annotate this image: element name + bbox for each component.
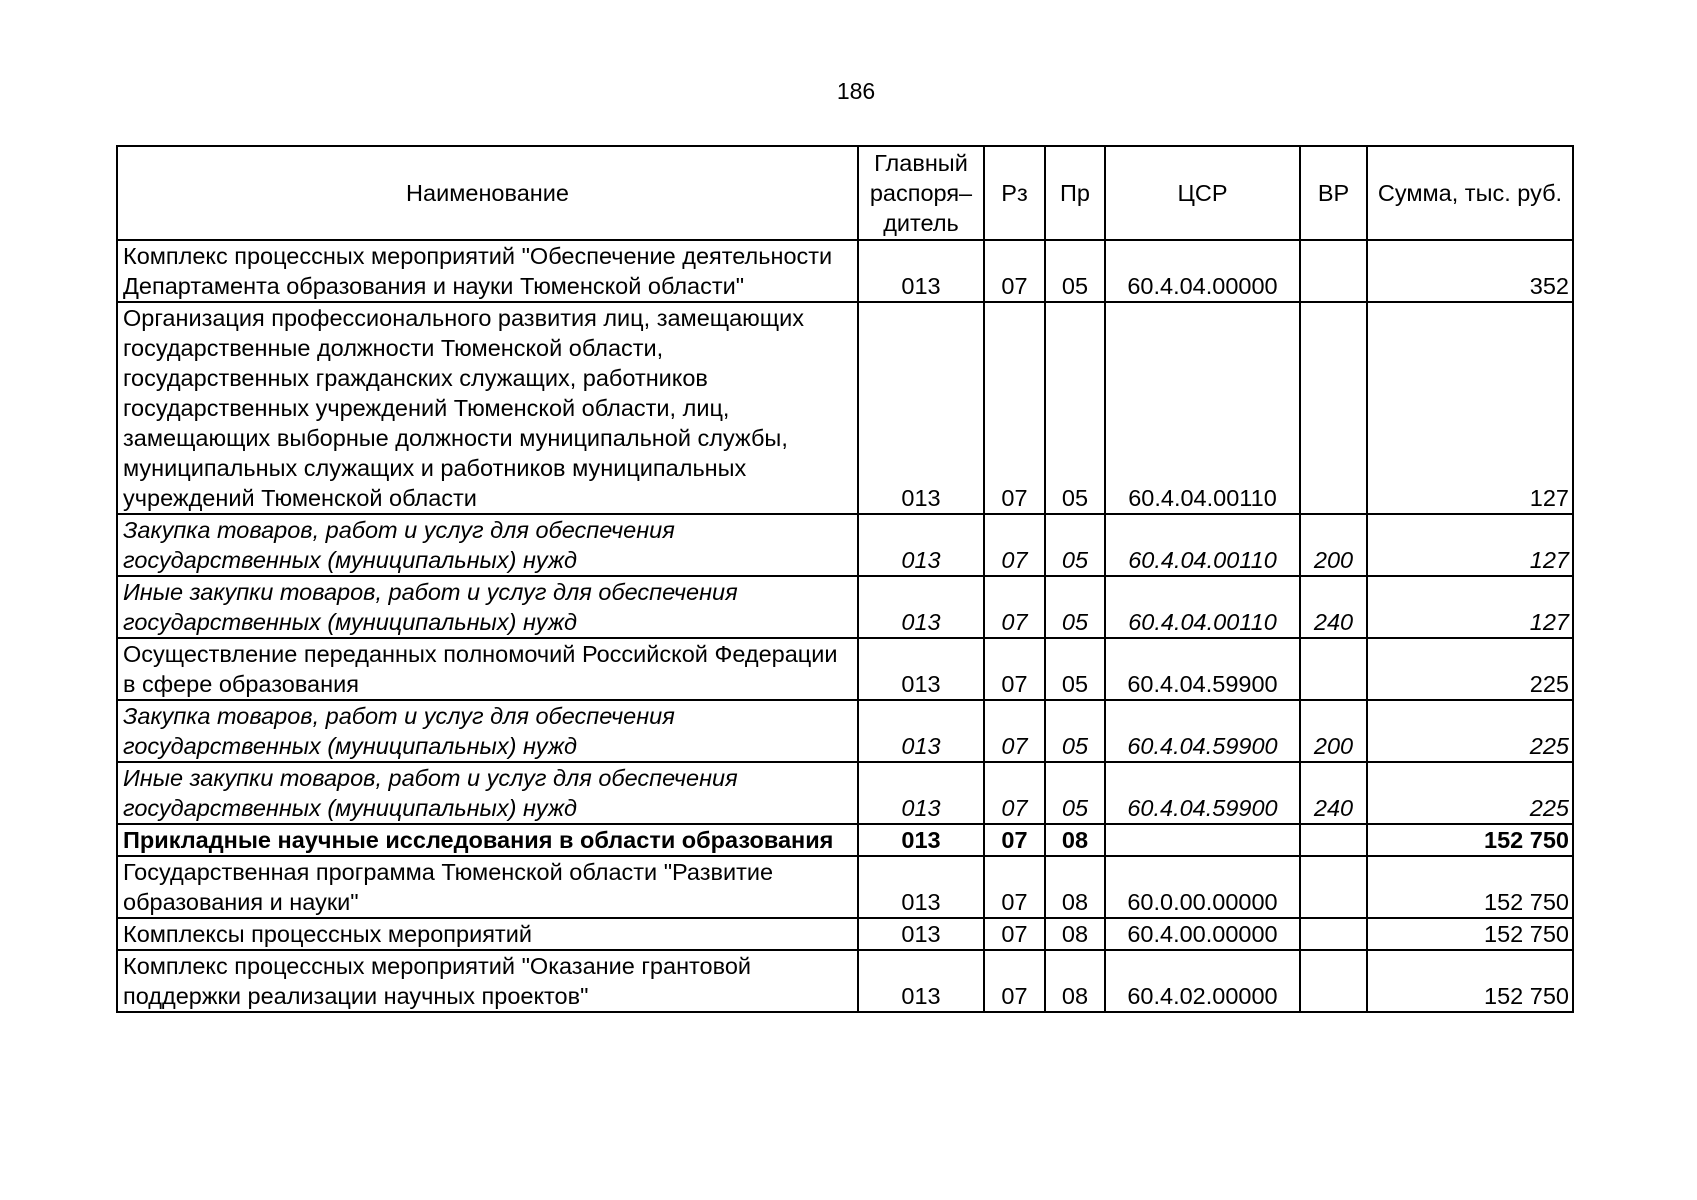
header-name: Наименование	[117, 146, 858, 240]
table-row	[117, 918, 1573, 950]
cell-amount: 127	[1367, 576, 1573, 638]
cell-name: Государственная программа Тюменской области "Развитие образования и науки"	[117, 856, 858, 918]
cell-expense-type	[1300, 950, 1367, 1012]
cell-chief-administrator: 013	[858, 240, 984, 302]
cell-section: 07	[984, 918, 1045, 950]
cell-section: 07	[984, 302, 1045, 514]
cell-target-article: 60.4.04.59900	[1105, 638, 1300, 700]
cell-chief-administrator: 013	[858, 576, 984, 638]
cell-name: Организация профессионального развития лиц, замещающих государственные должности Тюменской области, государственных гражданских служащих, работников государственных учреждений Тюменской области, лиц, замещающих выборные должности муниципальной службы, муниципальных служащих и работников муниципальных учреждений Тюменской области	[117, 302, 858, 514]
cell-amount: 225	[1367, 638, 1573, 700]
cell-amount: 152 750	[1367, 824, 1573, 856]
cell-target-article: 60.0.00.00000	[1105, 856, 1300, 918]
page-number: 186	[836, 78, 876, 104]
cell-target-article: 60.4.04.00110	[1105, 514, 1300, 576]
cell-expense-type: 200	[1300, 700, 1367, 762]
header-subsection: Пр	[1045, 146, 1105, 240]
cell-section: 07	[984, 762, 1045, 824]
cell-chief-administrator: 013	[858, 302, 984, 514]
cell-name: Иные закупки товаров, работ и услуг для обеспечения государственных (муниципальных) нужд	[117, 576, 858, 638]
cell-target-article: 60.4.02.00000	[1105, 950, 1300, 1012]
cell-name: Осуществление переданных полномочий Российской Федерации в сфере образования	[117, 638, 858, 700]
cell-amount: 127	[1367, 302, 1573, 514]
cell-name: Комплекс процессных мероприятий "Оказание грантовой поддержки реализации научных проектов"	[117, 950, 858, 1012]
cell-subsection: 08	[1045, 856, 1105, 918]
cell-section: 07	[984, 950, 1045, 1012]
header-amount: Сумма, тыс. руб.	[1367, 146, 1573, 240]
cell-section: 07	[984, 700, 1045, 762]
cell-chief-administrator: 013	[858, 856, 984, 918]
header-section: Рз	[984, 146, 1045, 240]
table-row	[117, 762, 1573, 824]
cell-amount: 225	[1367, 700, 1573, 762]
cell-expense-type	[1300, 824, 1367, 856]
table-header-row	[117, 146, 1573, 240]
cell-target-article: 60.4.04.59900	[1105, 762, 1300, 824]
cell-name: Комплексы процессных мероприятий	[117, 918, 858, 950]
cell-expense-type: 200	[1300, 514, 1367, 576]
table-row	[117, 514, 1573, 576]
cell-section: 07	[984, 824, 1045, 856]
cell-target-article: 60.4.04.00000	[1105, 240, 1300, 302]
cell-name: Иные закупки товаров, работ и услуг для обеспечения государственных (муниципальных) нужд	[117, 762, 858, 824]
table-row	[117, 856, 1573, 918]
cell-name: Закупка товаров, работ и услуг для обеспечения государственных (муниципальных) нужд	[117, 514, 858, 576]
table-row	[117, 240, 1573, 302]
cell-target-article: 60.4.00.00000	[1105, 918, 1300, 950]
table-row	[117, 302, 1573, 514]
cell-subsection: 08	[1045, 918, 1105, 950]
cell-amount: 152 750	[1367, 918, 1573, 950]
cell-section: 07	[984, 638, 1045, 700]
cell-subsection: 05	[1045, 762, 1105, 824]
cell-amount: 225	[1367, 762, 1573, 824]
cell-expense-type: 240	[1300, 762, 1367, 824]
cell-subsection: 05	[1045, 240, 1105, 302]
header-chief-administrator: Главный распоря– дитель	[858, 146, 984, 240]
cell-subsection: 05	[1045, 576, 1105, 638]
cell-expense-type	[1300, 302, 1367, 514]
cell-target-article	[1105, 824, 1300, 856]
header-target-article: ЦСР	[1105, 146, 1300, 240]
cell-amount: 127	[1367, 514, 1573, 576]
cell-chief-administrator: 013	[858, 700, 984, 762]
cell-amount: 152 750	[1367, 950, 1573, 1012]
table-row	[117, 576, 1573, 638]
cell-chief-administrator: 013	[858, 514, 984, 576]
cell-chief-administrator: 013	[858, 824, 984, 856]
cell-amount: 352	[1367, 240, 1573, 302]
table-row	[117, 638, 1573, 700]
cell-subsection: 05	[1045, 700, 1105, 762]
cell-amount: 152 750	[1367, 856, 1573, 918]
cell-subsection: 08	[1045, 950, 1105, 1012]
header-expense-type: ВР	[1300, 146, 1367, 240]
cell-section: 07	[984, 240, 1045, 302]
table-row	[117, 700, 1573, 762]
cell-expense-type	[1300, 240, 1367, 302]
cell-chief-administrator: 013	[858, 638, 984, 700]
cell-chief-administrator: 013	[858, 762, 984, 824]
cell-chief-administrator: 013	[858, 950, 984, 1012]
cell-name: Закупка товаров, работ и услуг для обеспечения государственных (муниципальных) нужд	[117, 700, 858, 762]
cell-target-article: 60.4.04.59900	[1105, 700, 1300, 762]
table-row	[117, 950, 1573, 1012]
cell-expense-type: 240	[1300, 576, 1367, 638]
cell-expense-type	[1300, 638, 1367, 700]
cell-subsection: 05	[1045, 638, 1105, 700]
cell-name: Прикладные научные исследования в области образования	[117, 824, 858, 856]
table-row	[117, 824, 1573, 856]
cell-target-article: 60.4.04.00110	[1105, 576, 1300, 638]
budget-table	[116, 145, 1574, 1013]
cell-section: 07	[984, 576, 1045, 638]
cell-target-article: 60.4.04.00110	[1105, 302, 1300, 514]
cell-section: 07	[984, 856, 1045, 918]
cell-name: Комплекс процессных мероприятий "Обеспечение деятельности Департамента образования и науки Тюменской области"	[117, 240, 858, 302]
cell-subsection: 05	[1045, 514, 1105, 576]
cell-section: 07	[984, 514, 1045, 576]
cell-subsection: 08	[1045, 824, 1105, 856]
cell-subsection: 05	[1045, 302, 1105, 514]
cell-expense-type	[1300, 918, 1367, 950]
cell-expense-type	[1300, 856, 1367, 918]
cell-chief-administrator: 013	[858, 918, 984, 950]
